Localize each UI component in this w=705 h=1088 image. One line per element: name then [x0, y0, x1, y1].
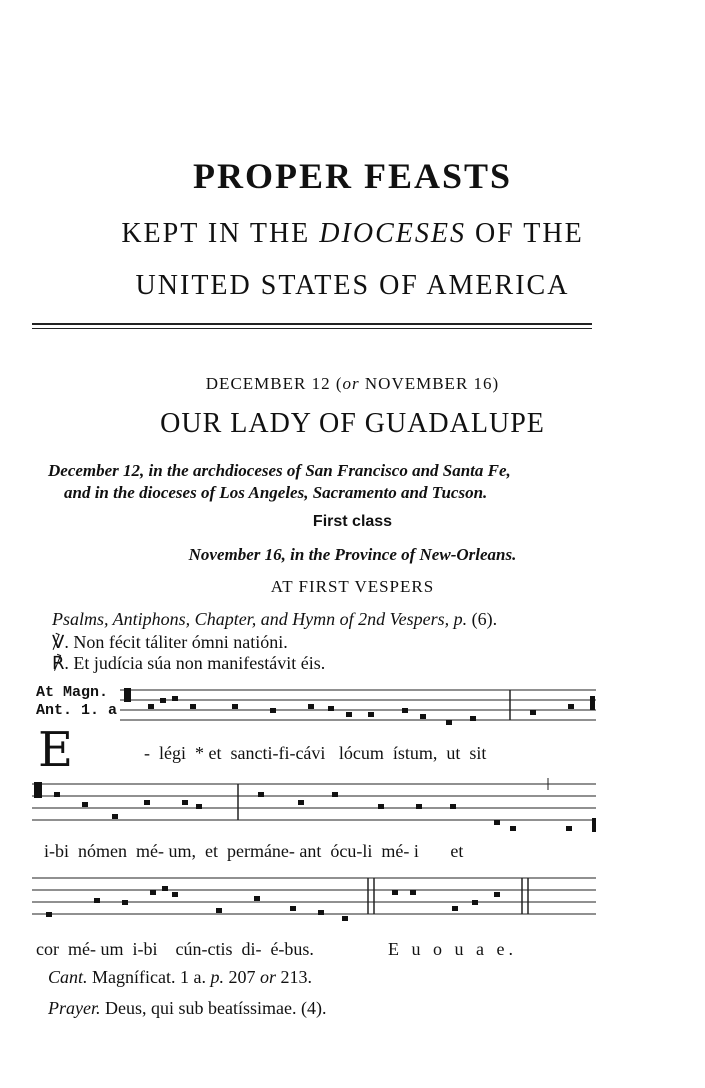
- chant-staff-2: [32, 778, 598, 834]
- versicle-text: Non fécit táliter ómni natióni.: [68, 632, 288, 652]
- feast-date: [0, 374, 705, 394]
- page-title: PROPER FEASTS: [192, 156, 513, 196]
- canticle-label: Cant.: [48, 967, 88, 987]
- canticle-page-1: 207: [223, 967, 260, 987]
- feast-description-2: and in the dioceses of Los Angeles, Sacramento and Tucson.: [64, 483, 488, 502]
- psalms-text: Psalms, Antiphons, Chapter, and Hymn of 2nd Vespers, p.: [52, 609, 468, 629]
- feast-date-text: DECEMBER 12 (: [205, 374, 343, 393]
- feast-date-alt: NOVEMBER 16): [359, 374, 500, 393]
- divider-bottom: [32, 328, 592, 329]
- feast-date-or: or: [342, 374, 360, 393]
- feast-title: OUR LADY OF GUADALUPE: [160, 408, 545, 439]
- canticle-rubric: [48, 967, 312, 988]
- canticle-page-2: 213.: [276, 967, 312, 987]
- feast-class: First class: [312, 513, 393, 530]
- subtitle-text: KEPT IN THE: [121, 218, 320, 249]
- psalms-rubric: [52, 609, 672, 630]
- prayer-label: Prayer.: [48, 998, 101, 1018]
- chant-staff-3: [32, 872, 598, 928]
- chant-lyrics-euouae: E u o u a e.: [388, 939, 517, 959]
- prayer-rubric: [48, 998, 326, 1019]
- versicle: [52, 632, 288, 653]
- prayer-text: Deus, qui sub beatíssimae. (4).: [100, 998, 327, 1018]
- chant-lyrics-1: - légi * et sancti-fi-cávi lócum ístum, ut sit: [144, 743, 487, 763]
- canticle-text: Magníficat. 1 a.: [87, 967, 211, 987]
- response: [52, 653, 325, 674]
- drop-cap-initial: E: [38, 722, 74, 778]
- canticle-page-abbr: p.: [210, 967, 224, 987]
- chant-lyrics-2: i-bi nómen mé- um, et permáne- ant ócu-li mé- i et: [44, 841, 464, 861]
- feast-description-3: November 16, in the Province of New-Orleans.: [188, 545, 517, 564]
- chant-staff-1: [120, 686, 598, 732]
- canticle-or: or: [259, 967, 276, 987]
- response-symbol: ℟.: [52, 653, 69, 673]
- versicle-symbol: ℣.: [52, 632, 69, 652]
- feast-description-1: December 12, in the archdioceses of San Francisco and Santa Fe,: [48, 461, 511, 480]
- divider-top: [32, 323, 592, 325]
- page-subtitle-1: [0, 218, 705, 250]
- page-subtitle-2: UNITED STATES OF AMERICA: [135, 270, 570, 301]
- chant-lyrics-3: cor mé- um i-bi cún-ctis di- é-bus.: [36, 939, 314, 959]
- psalms-page: (6).: [467, 609, 498, 629]
- antiphon-label-1: At Magn.: [36, 684, 109, 701]
- antiphon-label-2: Ant. 1. a: [36, 702, 118, 719]
- response-text: Et judícia súa non manifestávit éis.: [68, 653, 326, 673]
- vespers-heading: AT FIRST VESPERS: [270, 577, 435, 596]
- subtitle-italic: DIOCESES: [319, 218, 466, 249]
- subtitle-text-end: OF THE: [465, 218, 584, 249]
